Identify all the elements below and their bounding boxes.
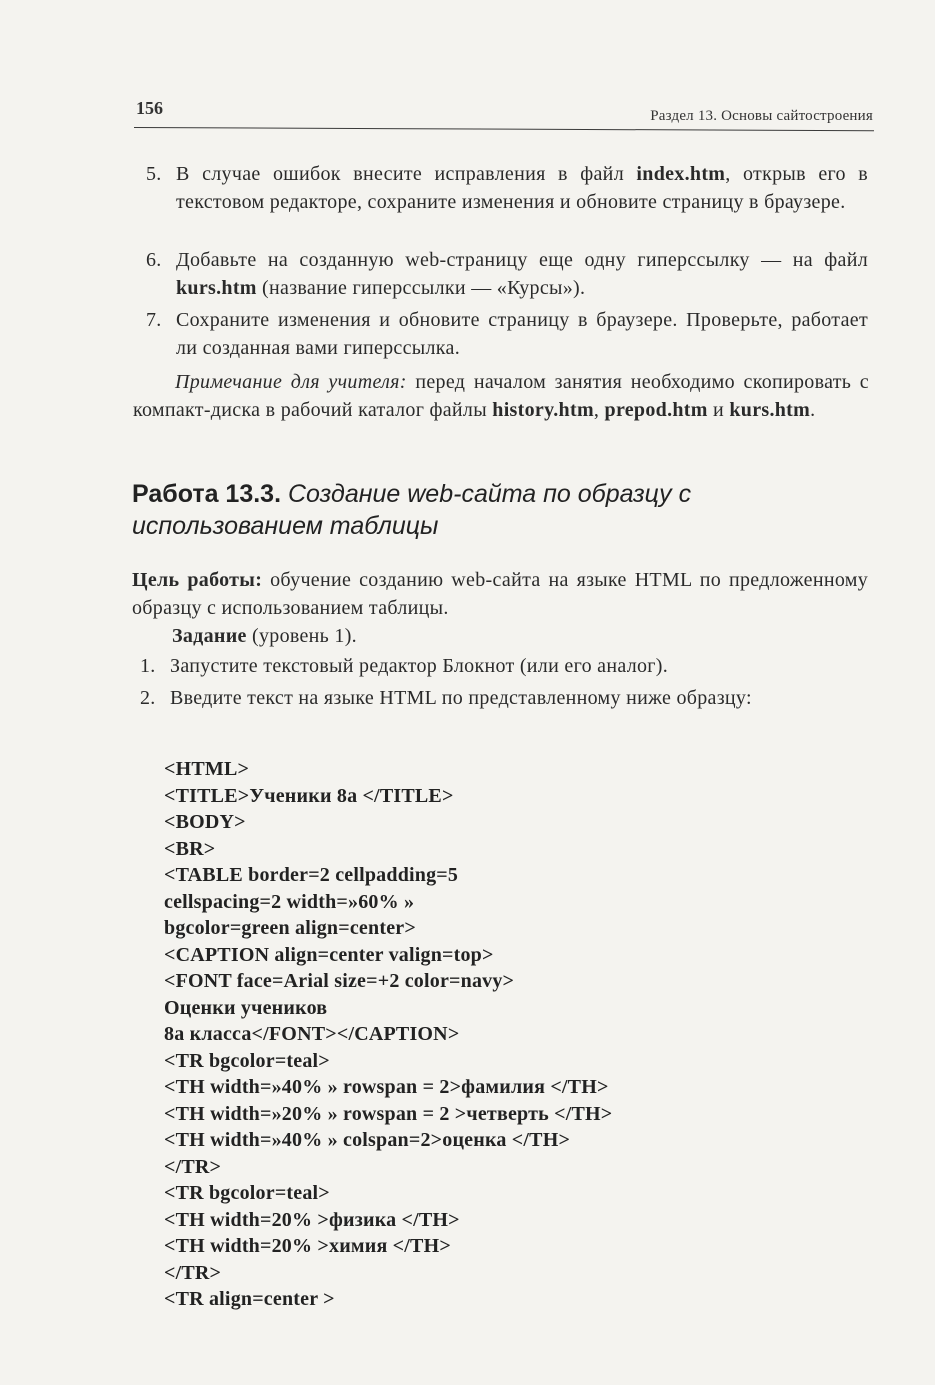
list-item-task-step-1 [140, 652, 868, 680]
step-number: 7. [146, 309, 162, 331]
code-line: <TABLE border=2 cellpadding=5 [164, 864, 459, 886]
file-name: prepod.htm [604, 399, 708, 421]
step-text: Сохраните изменения и обновите страницу в браузере. Проверьте, работает ли созданная вами гиперссылка. [176, 309, 868, 359]
note-label: Примечание для учителя: [175, 371, 407, 393]
file-name: index.htm [636, 163, 726, 185]
step-number: 6. [146, 249, 162, 271]
code-line: <CAPTION align=center valign=top> [164, 943, 494, 966]
section-heading [132, 478, 832, 542]
code-line: <TR bgcolor=teal> [164, 1182, 330, 1204]
code-line: <BR> [164, 837, 216, 860]
code-line: </TR> [164, 1261, 222, 1284]
code-line: 8а класса</FONT></CAPTION> [164, 1023, 460, 1045]
list-item-step-6 [146, 246, 868, 302]
task-heading [172, 622, 772, 650]
note-text: перед началом занятия необходимо скопировать с компакт-диска в рабочий каталог файлы [133, 371, 869, 421]
code-line: <TH width=»40% » rowspan = 2>фамилия </TH> [164, 1076, 609, 1098]
running-head: Раздел 13. Основы сайтостроения [650, 108, 873, 124]
list-item-task-step-2 [140, 684, 868, 712]
section-title: Создание web-сайта по образцу с использованием таблицы [132, 480, 692, 540]
step-text-part: (название гиперссылки — «Курсы»). [256, 277, 586, 299]
code-line: <TR bgcolor=teal> [164, 1049, 330, 1072]
separator: . [810, 399, 816, 421]
teacher-note [133, 368, 869, 424]
task-level: (уровень 1). [246, 625, 357, 647]
file-name: kurs.htm [176, 277, 257, 299]
code-line: <TH width=20% >химия </TH> [164, 1235, 451, 1257]
separator: , [593, 399, 605, 421]
step-text: Введите текст на языке HTML по представленному ниже образцу: [170, 687, 752, 709]
step-number: 1. [140, 655, 156, 677]
task-label: Задание [172, 625, 247, 647]
step-text [176, 246, 868, 302]
step-number: 2. [140, 687, 156, 709]
code-line: <TH width=20% >физика </TH> [164, 1208, 460, 1231]
code-line: cellspacing=2 width=»60% » [164, 890, 415, 913]
file-name: kurs.htm [729, 399, 811, 421]
goal-label: Цель работы: [132, 569, 263, 591]
page-number: 156 [136, 98, 163, 118]
code-line: Оценки учеников [164, 996, 328, 1019]
list-item-step-5 [146, 160, 868, 216]
code-line: <BODY> [164, 811, 246, 833]
step-text-part: Добавьте на созданную web-страницу еще одну гиперссылку — на файл [176, 249, 868, 271]
file-name: history.htm [492, 399, 594, 421]
code-line: bgcolor=green align=center> [164, 917, 416, 939]
code-line: </TR> [164, 1155, 222, 1178]
step-text-part: В случае ошибок внесите исправления в файл [176, 163, 637, 185]
code-line: <TITLE>Ученики 8а </TITLE> [164, 784, 454, 807]
section-number: Работа 13.3. [132, 480, 282, 508]
code-line: <TH width=»20% » rowspan = 2 >четверть </TH> [164, 1102, 613, 1125]
step-text-part: , открыв его в текстовом редакторе, сохраните изменения и обновите страницу в браузере. [176, 163, 868, 213]
code-line: <FONT face=Arial size=+2 color=navy> [164, 970, 515, 992]
step-text [176, 160, 868, 216]
code-line: <TH width=»40% » colspan=2>оценка </TH> [164, 1129, 571, 1151]
separator: и [707, 399, 730, 421]
step-text: Запустите текстовый редактор Блокнот (или его аналог). [170, 655, 669, 677]
goal-text: обучение созданию web-сайта на языке HTML по предложенному образцу с использованием таблицы. [132, 569, 868, 619]
code-line: <HTML> [164, 758, 250, 780]
html-code-listing [164, 756, 814, 1313]
step-number: 5. [146, 163, 162, 185]
work-goal [132, 566, 868, 622]
list-item-step-7 [146, 306, 868, 362]
code-line: <TR align=center > [164, 1288, 335, 1310]
header-rule [134, 127, 874, 131]
